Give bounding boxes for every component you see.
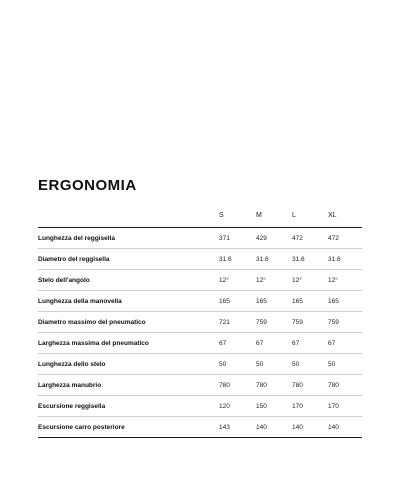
cell-size-s: 371	[219, 228, 256, 249]
table-row	[38, 375, 362, 396]
table-row	[38, 396, 362, 417]
table-row	[38, 228, 362, 249]
row-label: Lunghezza del reggisella	[38, 228, 219, 249]
cell-size-s: 721	[219, 312, 256, 333]
cell-size-s: 50	[219, 354, 256, 375]
cell-size-s: 12°	[219, 270, 256, 291]
cell-size-l: 12°	[292, 270, 328, 291]
cell-size-s: 67	[219, 333, 256, 354]
cell-size-s: 165	[219, 291, 256, 312]
table-header	[38, 212, 362, 228]
cell-size-xl: 140	[328, 417, 362, 438]
row-label: Larghezza massima del pneumatico	[38, 333, 219, 354]
row-label: Escursione carro posteriore	[38, 417, 219, 438]
cell-size-m: 140	[256, 417, 292, 438]
table-row	[38, 354, 362, 375]
cell-size-l: 140	[292, 417, 328, 438]
table-row	[38, 333, 362, 354]
cell-size-xl: 67	[328, 333, 362, 354]
header-size-m: M	[256, 212, 292, 228]
row-label: Escursione reggisella	[38, 396, 219, 417]
cell-size-m: 429	[256, 228, 292, 249]
cell-size-xl: 12°	[328, 270, 362, 291]
cell-size-l: 780	[292, 375, 328, 396]
table-row	[38, 291, 362, 312]
cell-size-l: 31.6	[292, 249, 328, 270]
cell-size-xl: 165	[328, 291, 362, 312]
cell-size-xl: 50	[328, 354, 362, 375]
cell-size-m: 12°	[256, 270, 292, 291]
cell-size-l: 759	[292, 312, 328, 333]
row-label: Diametro del reggisella	[38, 249, 219, 270]
geometry-table	[38, 212, 362, 438]
cell-size-xl: 472	[328, 228, 362, 249]
header-size-s: S	[219, 212, 256, 228]
header-size-l: L	[292, 212, 328, 228]
cell-size-m: 165	[256, 291, 292, 312]
cell-size-l: 67	[292, 333, 328, 354]
row-label: Stelo dell'angolo	[38, 270, 219, 291]
cell-size-xl: 759	[328, 312, 362, 333]
table-row	[38, 312, 362, 333]
ergonomics-section	[38, 176, 362, 438]
cell-size-xl: 780	[328, 375, 362, 396]
section-title: ERGONOMIA	[38, 177, 137, 194]
cell-size-l: 50	[292, 354, 328, 375]
header-label-column	[38, 212, 219, 228]
cell-size-l: 165	[292, 291, 328, 312]
cell-size-m: 31.6	[256, 249, 292, 270]
row-label: Lunghezza della manovella	[38, 291, 219, 312]
row-label: Larghezza manubrio	[38, 375, 219, 396]
cell-size-s: 143	[219, 417, 256, 438]
cell-size-m: 67	[256, 333, 292, 354]
cell-size-l: 170	[292, 396, 328, 417]
header-size-xl: XL	[328, 212, 362, 228]
table-body	[38, 228, 362, 438]
cell-size-s: 780	[219, 375, 256, 396]
cell-size-m: 759	[256, 312, 292, 333]
cell-size-xl: 31.6	[328, 249, 362, 270]
cell-size-m: 150	[256, 396, 292, 417]
table-row	[38, 417, 362, 438]
cell-size-xl: 170	[328, 396, 362, 417]
cell-size-l: 472	[292, 228, 328, 249]
cell-size-s: 31.6	[219, 249, 256, 270]
row-label: Diametro massimo del pneumatico	[38, 312, 219, 333]
table-row	[38, 270, 362, 291]
cell-size-m: 780	[256, 375, 292, 396]
header-row	[38, 212, 362, 228]
row-label: Lunghezza dello stelo	[38, 354, 219, 375]
cell-size-m: 50	[256, 354, 292, 375]
table-row	[38, 249, 362, 270]
cell-size-s: 120	[219, 396, 256, 417]
